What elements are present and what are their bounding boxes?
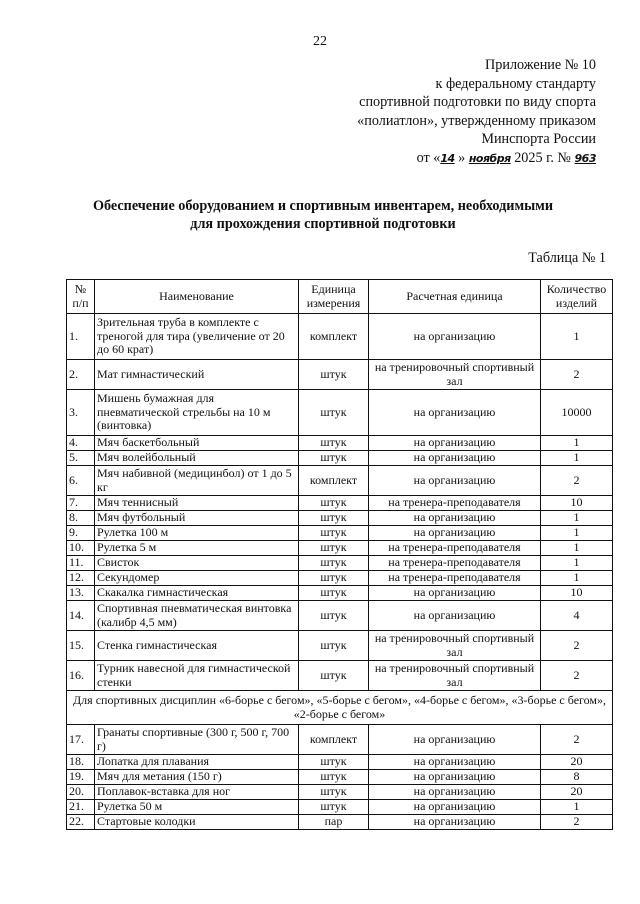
- table-row: [67, 661, 613, 691]
- title-line-1: Обеспечение оборудованием и спортивным инвентарем, необходимыми: [92, 198, 554, 214]
- header-calc-unit: Расчетная единица: [369, 280, 541, 314]
- row-number: 21.: [67, 800, 95, 815]
- table-row: [67, 541, 613, 556]
- row-number: 8.: [67, 511, 95, 526]
- item-name: Рулетка 100 м: [95, 526, 299, 541]
- table-row: [67, 571, 613, 586]
- item-name: Рулетка 5 м: [95, 541, 299, 556]
- row-number: 6.: [67, 466, 95, 496]
- table-row: [67, 436, 613, 451]
- item-calc-unit: на тренера-преподавателя: [369, 571, 541, 586]
- row-number: 9.: [67, 526, 95, 541]
- row-number: 18.: [67, 755, 95, 770]
- date-year: 2025 г. №: [510, 149, 575, 166]
- item-quantity: 8: [541, 770, 613, 785]
- table-row: [67, 390, 613, 436]
- item-quantity: 10: [541, 586, 613, 601]
- item-name: Стенка гимнастическая: [95, 631, 299, 661]
- table-row: [67, 815, 613, 830]
- table-row: [67, 770, 613, 785]
- row-number: 7.: [67, 496, 95, 511]
- table-row: [67, 556, 613, 571]
- appendix-date-line: [266, 149, 596, 169]
- item-unit: штук: [299, 360, 369, 390]
- item-quantity: 20: [541, 755, 613, 770]
- item-calc-unit: на организацию: [369, 586, 541, 601]
- title-line-2: для прохождения спортивной подготовки: [190, 216, 456, 232]
- table-row: [67, 725, 613, 755]
- item-unit: штук: [299, 601, 369, 631]
- equipment-table: [66, 279, 613, 830]
- item-calc-unit: на организацию: [369, 466, 541, 496]
- item-quantity: 1: [541, 436, 613, 451]
- item-calc-unit: на организацию: [369, 770, 541, 785]
- item-name: Турник навесной для гимнастической стенки: [95, 661, 299, 691]
- item-calc-unit: на организацию: [369, 815, 541, 830]
- item-quantity: 2: [541, 725, 613, 755]
- row-number: 13.: [67, 586, 95, 601]
- item-calc-unit: на тренера-преподавателя: [369, 541, 541, 556]
- item-name: Мат гимнастический: [95, 360, 299, 390]
- item-unit: штук: [299, 571, 369, 586]
- item-calc-unit: на тренера-преподавателя: [369, 556, 541, 571]
- item-quantity: 4: [541, 601, 613, 631]
- document-title: [40, 197, 606, 233]
- appendix-line-3: спортивной подготовки по виду спорта: [359, 94, 596, 111]
- item-name: Мяч для метания (150 г): [95, 770, 299, 785]
- row-number: 10.: [67, 541, 95, 556]
- item-name: Мишень бумажная для пневматической стрельбы на 10 м (винтовка): [95, 390, 299, 436]
- item-quantity: 2: [541, 661, 613, 691]
- item-unit: штук: [299, 496, 369, 511]
- item-name: Мяч футбольный: [95, 511, 299, 526]
- table-row: [67, 785, 613, 800]
- item-unit: штук: [299, 436, 369, 451]
- table-body-general: [67, 314, 613, 691]
- item-quantity: 1: [541, 451, 613, 466]
- appendix-line-5: Минспорта России: [481, 131, 596, 148]
- item-calc-unit: на организацию: [369, 314, 541, 360]
- row-number: 14.: [67, 601, 95, 631]
- row-number: 1.: [67, 314, 95, 360]
- row-number: 11.: [67, 556, 95, 571]
- section-heading: Для спортивных дисциплин «6-борье с бегом», «5-борье с бегом», «4-борье с бегом», «3-борье с бегом», «2-борье с бегом»: [67, 691, 613, 725]
- item-quantity: 1: [541, 556, 613, 571]
- item-name: Поплавок-вставка для ног: [95, 785, 299, 800]
- header-name: Наименование: [95, 280, 299, 314]
- item-quantity: 2: [541, 631, 613, 661]
- item-unit: комплект: [299, 314, 369, 360]
- item-quantity: 2: [541, 815, 613, 830]
- row-number: 4.: [67, 436, 95, 451]
- item-name: Мяч набивной (медицинбол) от 1 до 5 кг: [95, 466, 299, 496]
- appendix-line-1: Приложение № 10: [485, 57, 596, 73]
- item-name: Свисток: [95, 556, 299, 571]
- item-unit: штук: [299, 526, 369, 541]
- table-row: [67, 755, 613, 770]
- table-row: [67, 586, 613, 601]
- item-calc-unit: на тренировочный спортивный зал: [369, 661, 541, 691]
- item-quantity: 1: [541, 800, 613, 815]
- handwritten-order-number: 963: [574, 151, 596, 165]
- row-number: 16.: [67, 661, 95, 691]
- appendix-header: [266, 56, 596, 169]
- item-unit: штук: [299, 451, 369, 466]
- header-quantity: Количество изделий: [541, 280, 613, 314]
- item-unit: штук: [299, 390, 369, 436]
- table-caption: Таблица № 1: [528, 250, 606, 266]
- page-number: 22: [313, 34, 327, 49]
- item-unit: штук: [299, 556, 369, 571]
- header-num: № п/п: [67, 280, 95, 314]
- item-name: Спортивная пневматическая винтовка (калибр 4,5 мм): [95, 601, 299, 631]
- item-quantity: 1: [541, 526, 613, 541]
- table-row: [67, 496, 613, 511]
- table-body-disciplines: [67, 725, 613, 830]
- row-number: 19.: [67, 770, 95, 785]
- item-name: Мяч баскетбольный: [95, 436, 299, 451]
- item-quantity: 2: [541, 360, 613, 390]
- item-calc-unit: на организацию: [369, 511, 541, 526]
- item-quantity: 2: [541, 466, 613, 496]
- item-unit: штук: [299, 661, 369, 691]
- table-row: [67, 526, 613, 541]
- table-row: [67, 601, 613, 631]
- table-row: [67, 314, 613, 360]
- item-calc-unit: на организацию: [369, 390, 541, 436]
- item-name: Мяч теннисный: [95, 496, 299, 511]
- item-unit: штук: [299, 755, 369, 770]
- item-name: Лопатка для плавания: [95, 755, 299, 770]
- item-unit: пар: [299, 815, 369, 830]
- item-quantity: 1: [541, 511, 613, 526]
- item-calc-unit: на организацию: [369, 601, 541, 631]
- item-calc-unit: на тренировочный спортивный зал: [369, 631, 541, 661]
- handwritten-day: 14: [440, 151, 455, 165]
- item-name: Зрительная труба в комплекте с треногой для тира (увеличение от 20 до 60 крат): [95, 314, 299, 360]
- item-calc-unit: на тренера-преподавателя: [369, 496, 541, 511]
- item-unit: комплект: [299, 466, 369, 496]
- table-row: [67, 511, 613, 526]
- item-unit: штук: [299, 800, 369, 815]
- item-name: Рулетка 50 м: [95, 800, 299, 815]
- row-number: 2.: [67, 360, 95, 390]
- appendix-line-4: «полиатлон», утвержденному приказом: [357, 112, 596, 129]
- row-number: 20.: [67, 785, 95, 800]
- row-number: 17.: [67, 725, 95, 755]
- date-mid: »: [454, 149, 469, 166]
- row-number: 12.: [67, 571, 95, 586]
- row-number: 5.: [67, 451, 95, 466]
- item-unit: штук: [299, 785, 369, 800]
- table-row: [67, 800, 613, 815]
- item-calc-unit: на организацию: [369, 755, 541, 770]
- appendix-line-2: к федеральному стандарту: [435, 75, 596, 92]
- item-unit: штук: [299, 586, 369, 601]
- item-name: Секундомер: [95, 571, 299, 586]
- item-calc-unit: на организацию: [369, 785, 541, 800]
- item-quantity: 1: [541, 541, 613, 556]
- table-header-row: [67, 280, 613, 314]
- table-row: [67, 466, 613, 496]
- item-name: Скакалка гимнастическая: [95, 586, 299, 601]
- header-unit: Единица измерения: [299, 280, 369, 314]
- item-calc-unit: на организацию: [369, 451, 541, 466]
- row-number: 3.: [67, 390, 95, 436]
- table-row: [67, 360, 613, 390]
- row-number: 22.: [67, 815, 95, 830]
- item-calc-unit: на организацию: [369, 800, 541, 815]
- item-quantity: 10000: [541, 390, 613, 436]
- item-calc-unit: на организацию: [369, 436, 541, 451]
- item-quantity: 1: [541, 314, 613, 360]
- item-unit: штук: [299, 541, 369, 556]
- item-name: Мяч волейбольный: [95, 451, 299, 466]
- item-unit: штук: [299, 631, 369, 661]
- table-section: [67, 691, 613, 725]
- table-row: [67, 631, 613, 661]
- row-number: 15.: [67, 631, 95, 661]
- item-quantity: 20: [541, 785, 613, 800]
- item-calc-unit: на тренировочный спортивный зал: [369, 360, 541, 390]
- handwritten-month: ноября: [468, 151, 511, 165]
- item-quantity: 10: [541, 496, 613, 511]
- date-prefix: от «: [416, 149, 441, 166]
- item-calc-unit: на организацию: [369, 526, 541, 541]
- item-quantity: 1: [541, 571, 613, 586]
- item-name: Гранаты спортивные (300 г, 500 г, 700 г): [95, 725, 299, 755]
- item-calc-unit: на организацию: [369, 725, 541, 755]
- item-unit: штук: [299, 511, 369, 526]
- table-row: [67, 451, 613, 466]
- item-unit: штук: [299, 770, 369, 785]
- item-unit: комплект: [299, 725, 369, 755]
- section-row: [67, 691, 613, 725]
- item-name: Стартовые колодки: [95, 815, 299, 830]
